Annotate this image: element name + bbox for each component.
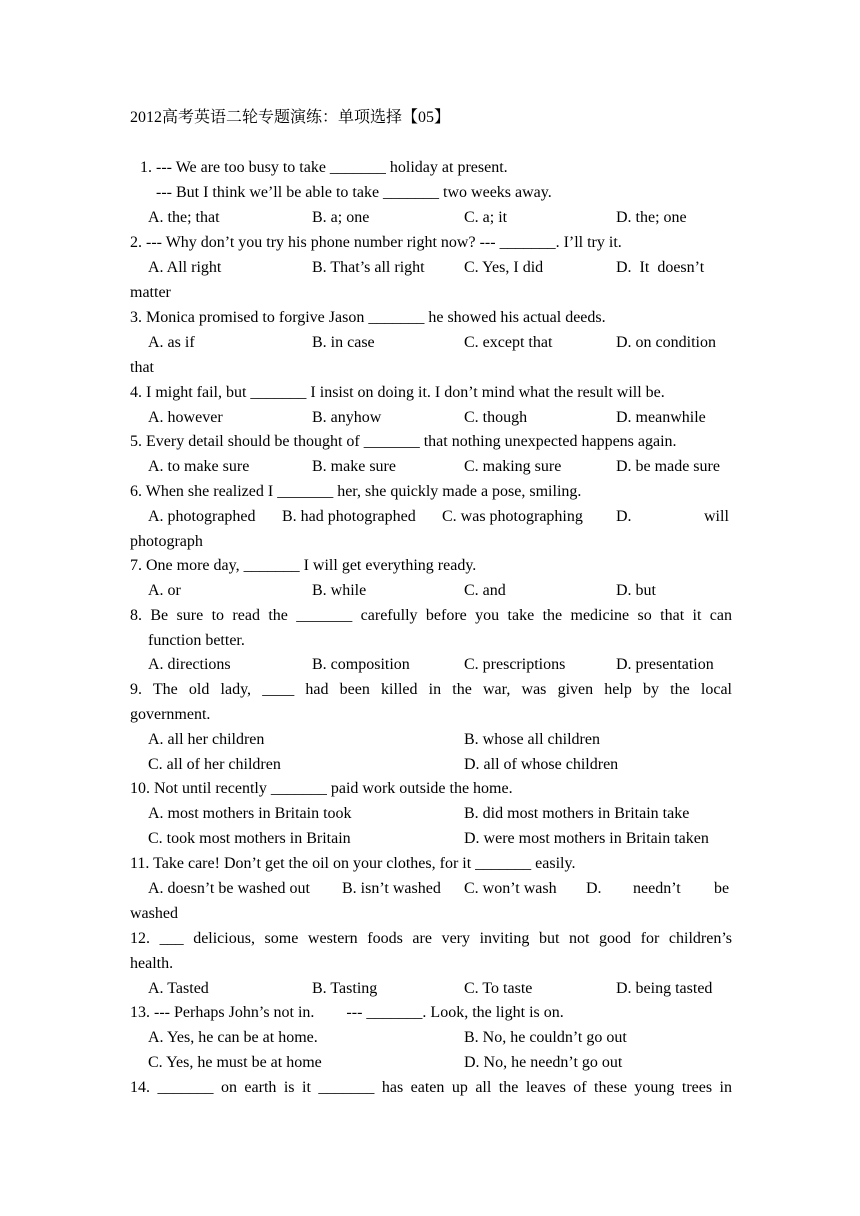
option-d: D. the; one <box>616 209 687 226</box>
question-12-stem: 12. ___ delicious, some western foods are very inviting but not good for children’s <box>130 930 732 947</box>
question-10-options-cd <box>130 829 732 849</box>
question-1-options <box>130 208 732 228</box>
option-c: C. prescriptions <box>464 656 566 673</box>
question-6-stem: 6. When she realized I _______ her, she quickly made a pose, smiling. <box>130 483 582 500</box>
question-9-options-cd <box>130 755 732 775</box>
option-a: A. doesn’t be washed out <box>148 880 310 897</box>
option-c: C. a; it <box>464 209 508 226</box>
option-d-text-end: be <box>714 880 730 897</box>
question-1-stem-cont: --- But I think we’ll be able to take _______ two weeks away. <box>156 184 552 201</box>
question-2-option-d-cont: matter <box>130 284 171 301</box>
question-10-options-ab <box>130 804 732 824</box>
option-d: D. meanwhile <box>616 409 706 426</box>
option-b: B. isn’t washed <box>342 880 441 897</box>
question-14-stem: 14. _______ on earth is it _______ has eaten up all the leaves of these young trees in <box>130 1079 732 1096</box>
option-d: D. but <box>616 582 656 599</box>
option-c: C. To taste <box>464 980 533 997</box>
question-6-option-d-cont: photograph <box>130 533 203 550</box>
option-a: A. all her children <box>148 731 265 748</box>
option-b: B. a; one <box>312 209 370 226</box>
option-b: B. did most mothers in Britain take <box>464 805 690 822</box>
option-a: A. Tasted <box>148 980 209 997</box>
question-8-stem-cont: function better. <box>148 632 245 649</box>
question-8-options <box>130 655 732 675</box>
question-13-options-ab <box>130 1028 732 1048</box>
option-c: C. was photographing <box>442 508 583 525</box>
option-a: A. Yes, he can be at home. <box>148 1029 318 1046</box>
question-5-stem: 5. Every detail should be thought of _______ that nothing unexpected happens again. <box>130 433 677 450</box>
option-c: C. and <box>464 582 506 599</box>
option-d: D. presentation <box>616 656 714 673</box>
option-a: A. most mothers in Britain took <box>148 805 352 822</box>
option-d: D. were most mothers in Britain taken <box>464 830 709 847</box>
option-a: A. directions <box>148 656 231 673</box>
option-d: D. No, he needn’t go out <box>464 1054 623 1071</box>
question-3-option-d-cont: that <box>130 359 154 376</box>
question-6-options <box>130 507 732 527</box>
question-9-stem-cont: government. <box>130 706 211 723</box>
option-d: D. on condition <box>616 334 716 351</box>
option-c: C. all of her children <box>148 756 281 773</box>
option-b: B. anyhow <box>312 409 382 426</box>
question-5-options <box>130 457 732 477</box>
question-12-stem-cont: health. <box>130 955 174 972</box>
option-a: A. or <box>148 582 181 599</box>
option-b: B. composition <box>312 656 410 673</box>
option-d: D. <box>616 508 632 525</box>
option-b: B. had photographed <box>282 508 416 525</box>
option-b: B. Tasting <box>312 980 378 997</box>
option-b: B. whose all children <box>464 731 600 748</box>
question-11-option-d-cont: washed <box>130 905 178 922</box>
option-a: A. All right <box>148 259 222 276</box>
option-d: D. It doesn’t <box>616 259 705 276</box>
question-11-options <box>130 879 732 899</box>
option-a: A. the; that <box>148 209 220 226</box>
question-2-stem: 2. --- Why don’t you try his phone number right now? --- _______. I’ll try it. <box>130 234 622 251</box>
option-c: C. Yes, he must be at home <box>148 1054 322 1071</box>
option-d-text: will <box>704 508 729 525</box>
page-title: 2012高考英语二轮专题演练：单项选择【05】 <box>130 109 451 126</box>
option-c: C. Yes, I did <box>464 259 544 276</box>
question-9-options-ab <box>130 730 732 750</box>
option-d: D. <box>586 880 602 897</box>
option-c: C. though <box>464 409 528 426</box>
question-4-stem: 4. I might fail, but _______ I insist on doing it. I don’t mind what the result will be. <box>130 384 665 401</box>
question-10-stem: 10. Not until recently _______ paid work outside the home. <box>130 780 513 797</box>
option-c: C. making sure <box>464 458 562 475</box>
option-a: A. to make sure <box>148 458 250 475</box>
question-4-options <box>130 408 732 428</box>
option-c: C. won’t wash <box>464 880 557 897</box>
question-8-stem: 8. Be sure to read the _______ carefully before you take the medicine so that it can <box>130 607 732 624</box>
option-d-text: needn’t <box>633 880 681 897</box>
question-2-options <box>130 258 732 278</box>
question-3-options <box>130 333 732 353</box>
option-b: B. No, he couldn’t go out <box>464 1029 627 1046</box>
option-b: B. while <box>312 582 367 599</box>
question-13-options-cd <box>130 1053 732 1073</box>
option-b: B. make sure <box>312 458 396 475</box>
question-11-stem: 11. Take care! Don’t get the oil on your clothes, for it _______ easily. <box>130 855 576 872</box>
question-13-stem: 13. --- Perhaps John’s not in. --- _______. Look, the light is on. <box>130 1004 564 1021</box>
question-12-options <box>130 979 732 999</box>
option-d: D. be made sure <box>616 458 720 475</box>
option-c: C. except that <box>464 334 553 351</box>
option-a: A. photographed <box>148 508 256 525</box>
option-a: A. however <box>148 409 223 426</box>
question-7-options <box>130 581 732 601</box>
option-d: D. all of whose children <box>464 756 619 773</box>
question-3-stem: 3. Monica promised to forgive Jason _______ he showed his actual deeds. <box>130 309 606 326</box>
question-9-stem: 9. The old lady, ____ had been killed in the war, was given help by the local <box>130 681 732 698</box>
option-a: A. as if <box>148 334 195 351</box>
option-b: B. in case <box>312 334 375 351</box>
question-7-stem: 7. One more day, _______ I will get everything ready. <box>130 557 477 574</box>
option-b: B. That’s all right <box>312 259 425 276</box>
question-1-stem: 1. --- We are too busy to take _______ holiday at present. <box>140 159 508 176</box>
option-d: D. being tasted <box>616 980 713 997</box>
option-c: C. took most mothers in Britain <box>148 830 351 847</box>
